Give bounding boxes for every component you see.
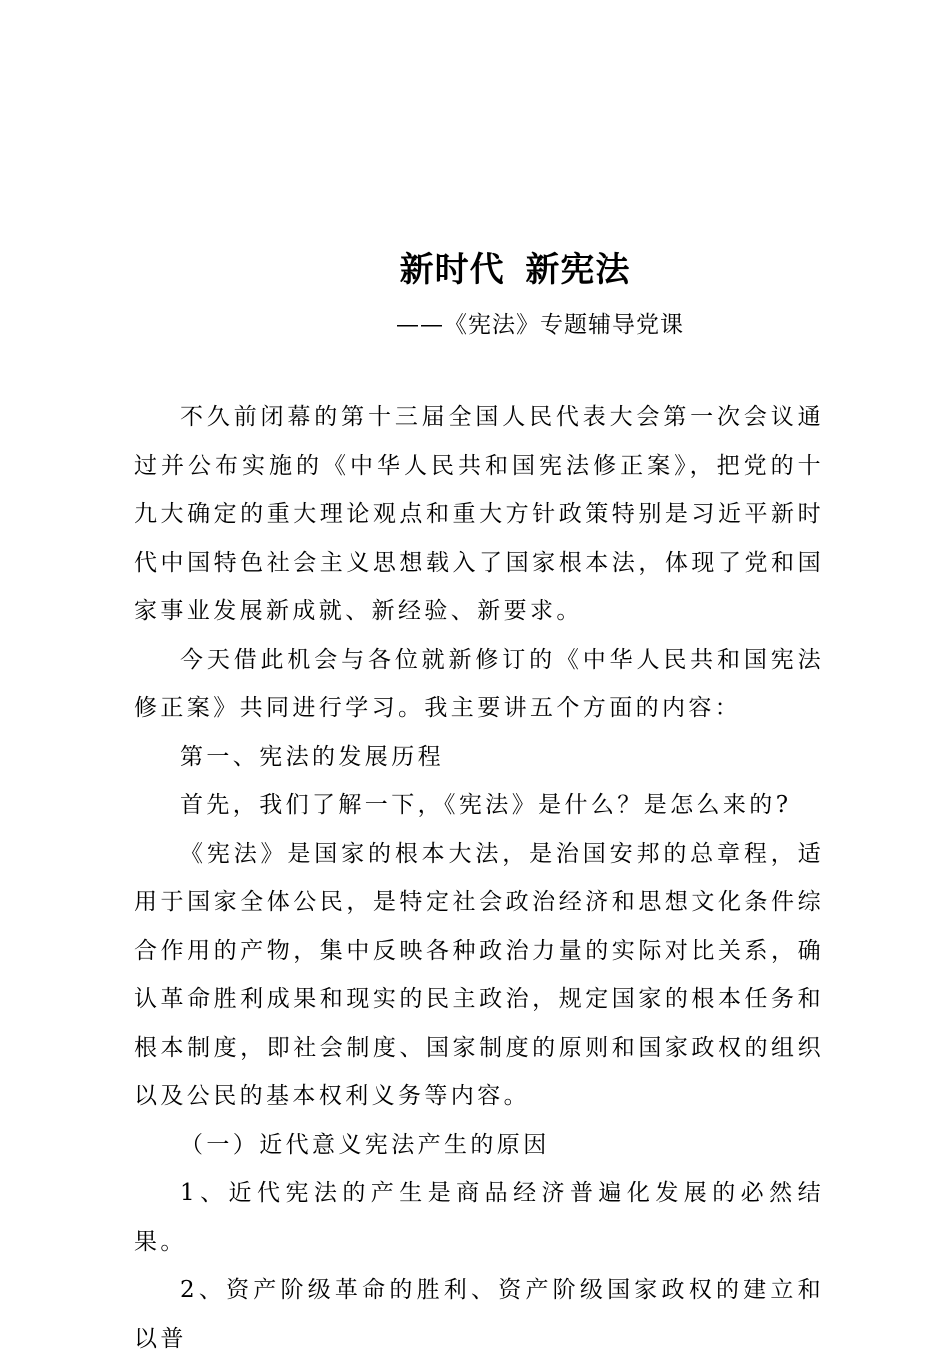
paragraph-outline: 今天借此机会与各位就新修订的《中华人民共和国宪法修正案》共同进行学习。我主要讲五个方面的内容： [134,646,824,721]
document-body [134,393,824,1363]
list-item-1: 1、近代宪法的产生是商品经济普遍化发展的必然结果。 [134,1180,824,1255]
paragraph-definition: 《宪法》是国家的根本大法，是治国安邦的总章程，适用于国家全体公民，是特定社会政治经济和思想文化条件综合作用的产物，集中反映各种政治力量的实际对比关系，确认革命胜利成果和现实的民主政治，规定国家的根本任务和根本制度，即社会制度、国家制度的原则和国家政权的组织以及公民的基本权利义务等内容。 [134,840,824,1109]
document-title: 新时代 新宪法 [399,250,631,290]
paragraph-question: 首先，我们了解一下，《宪法》是什么？是怎么来的? [180,792,792,818]
subsection-heading-1: （一）近代意义宪法产生的原因 [180,1131,550,1158]
document-subtitle: ——《宪法》专题辅导党课 [396,312,684,338]
section-heading-1: 第一、宪法的发展历程 [180,743,444,770]
paragraph-intro: 不久前闭幕的第十三届全国人民代表大会第一次会议通过并公布实施的《中华人民共和国宪法修正案》，把党的十九大确定的重大理论观点和重大方针政策特别是习近平新时代中国特色社会主义思想载入了国家根本法，体现了党和国家事业发展新成就、新经验、新要求。 [134,404,824,624]
list-item-2: 2、资产阶级革命的胜利、资产阶级国家政权的建立和以普 [134,1277,824,1352]
